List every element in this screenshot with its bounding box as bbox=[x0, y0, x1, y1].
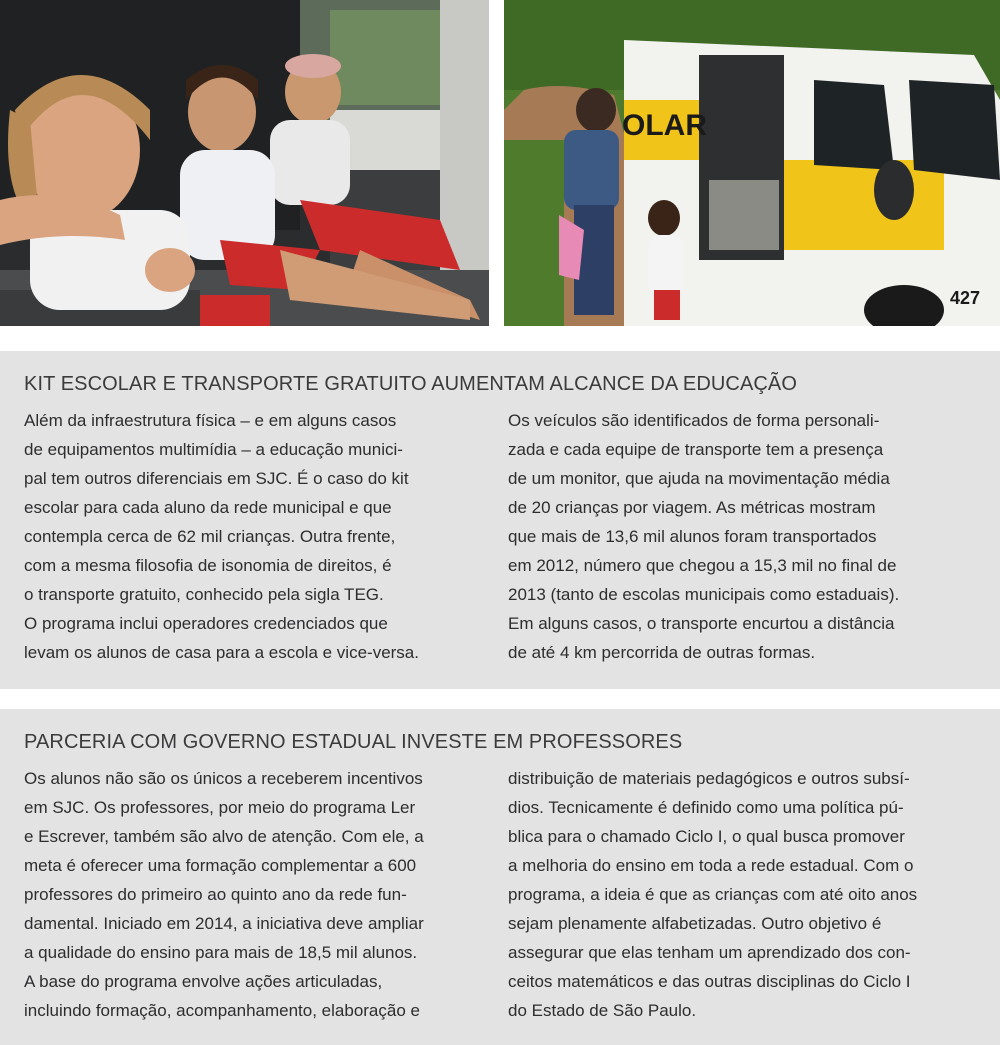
text-line: ceitos matemáticos e das outras disciplinas do Ciclo I bbox=[508, 972, 911, 991]
text-line: Os veículos são identificados de forma personali- bbox=[508, 411, 880, 430]
text-column-right bbox=[508, 406, 976, 667]
text-line: O programa inclui operadores credenciados que bbox=[24, 614, 388, 633]
text-line: blica para o chamado Ciclo I, o qual busca promover bbox=[508, 827, 905, 846]
text-line: distribuição de materiais pedagógicos e outros subsí- bbox=[508, 769, 910, 788]
text-line: meta é oferecer uma formação complementar a 600 bbox=[24, 856, 417, 875]
photo-school-van bbox=[504, 0, 1000, 326]
section-title: KIT ESCOLAR E TRANSPORTE GRATUITO AUMENTAM ALCANCE DA EDUCAÇÃO bbox=[24, 373, 798, 395]
text-line: sejam plenamente alfabetizadas. Outro objetivo é bbox=[508, 914, 882, 933]
text-line: de equipamentos multimídia – a educação munici- bbox=[24, 440, 403, 459]
text-line: do Estado de São Paulo. bbox=[508, 1001, 697, 1020]
text-line: o transporte gratuito, conhecido pela sigla TEG. bbox=[24, 585, 384, 604]
text-line: que mais de 13,6 mil alunos foram transportados bbox=[508, 527, 877, 546]
text-line: zada e cada equipe de transporte tem a presença bbox=[508, 440, 884, 459]
text-line: 2013 (tanto de escolas municipais como estaduais). bbox=[508, 585, 900, 604]
text-column-left bbox=[24, 406, 492, 667]
section-title: PARCERIA COM GOVERNO ESTADUAL INVESTE EM PROFESSORES bbox=[24, 731, 683, 753]
text-line: levam os alunos de casa para a escola e vice-versa. bbox=[24, 643, 419, 662]
van-number-text: 427 bbox=[950, 288, 981, 308]
text-line: dios. Tecnicamente é definido como uma política pú- bbox=[508, 798, 904, 817]
text-line: de 20 crianças por viagem. As métricas mostram bbox=[508, 498, 876, 517]
text-line: A base do programa envolve ações articuladas, bbox=[24, 972, 383, 991]
text-line: de até 4 km percorrida de outras formas. bbox=[508, 643, 816, 662]
text-line: professores do primeiro ao quinto ano da rede fun- bbox=[24, 885, 407, 904]
text-line: Além da infraestrutura física – e em alguns casos bbox=[24, 411, 397, 430]
text-line: a qualidade do ensino para mais de 18,5 mil alunos. bbox=[24, 943, 418, 962]
text-line: em SJC. Os professores, por meio do programa Ler bbox=[24, 798, 416, 817]
text-line: contempla cerca de 62 mil crianças. Outra frente, bbox=[24, 527, 396, 546]
text-line: de um monitor, que ajuda na movimentação média bbox=[508, 469, 890, 488]
text-column-right bbox=[508, 764, 976, 1025]
text-line: assegurar que elas tenham um aprendizado dos con- bbox=[508, 943, 911, 962]
van-sign-text: OLAR bbox=[622, 109, 707, 142]
text-line: pal tem outros diferenciais em SJC. É o caso do kit bbox=[24, 469, 409, 488]
section-parceria-professores bbox=[0, 709, 1000, 1045]
text-line: e Escrever, também são alvo de atenção. Com ele, a bbox=[24, 827, 424, 846]
text-line: em 2012, número que chegou a 15,3 mil no final de bbox=[508, 556, 897, 575]
section-kit-escolar bbox=[0, 351, 1000, 689]
text-line: damental. Iniciado em 2014, a iniciativa deve ampliar bbox=[24, 914, 424, 933]
text-column-left bbox=[24, 764, 492, 1025]
text-line: programa, a ideia é que as crianças com até oito anos bbox=[508, 885, 918, 904]
text-line: Em alguns casos, o transporte encurtou a distância bbox=[508, 614, 895, 633]
text-line: a melhoria do ensino em toda a rede estadual. Com o bbox=[508, 856, 914, 875]
text-line: incluindo formação, acompanhamento, elaboração e bbox=[24, 1001, 420, 1020]
text-line: escolar para cada aluno da rede municipal e que bbox=[24, 498, 392, 517]
text-line: com a mesma filosofia de isonomia de direitos, é bbox=[24, 556, 392, 575]
photo-children-in-van bbox=[0, 0, 489, 326]
text-line: Os alunos não são os únicos a receberem incentivos bbox=[24, 769, 423, 788]
